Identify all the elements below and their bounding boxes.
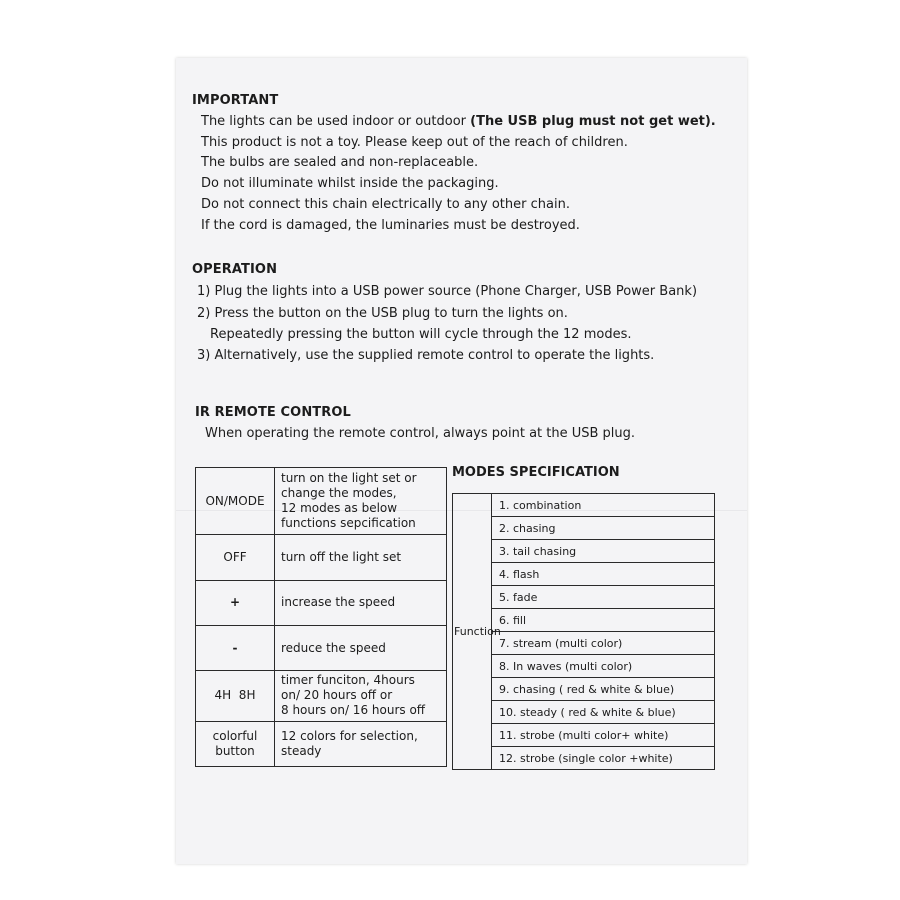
mode-item: 8. In waves (multi color) [492, 655, 715, 678]
modes-table [452, 493, 715, 770]
mode-item: 2. chasing [492, 517, 715, 540]
mode-item: 12. strobe (single color +white) [492, 747, 715, 770]
table-row [453, 586, 715, 609]
table-row [453, 517, 715, 540]
mode-item: 5. fade [492, 586, 715, 609]
important-line-5: Do not connect this chain electrically to any other chain. [201, 197, 570, 212]
remote-desc [275, 721, 447, 766]
mode-item: 4. flash [492, 563, 715, 586]
mode-item: 7. stream (multi color) [492, 632, 715, 655]
mode-item: 10. steady ( red & white & blue) [492, 701, 715, 724]
table-row [196, 580, 447, 625]
key-line: colorful [212, 728, 258, 743]
mode-item: 9. chasing ( red & white & blue) [492, 678, 715, 701]
ir-remote-intro: When operating the remote control, always point at the USB plug. [205, 426, 636, 441]
ir-remote-heading: IR REMOTE CONTROL [195, 405, 351, 420]
modes-title: MODES SPECIFICATION [452, 465, 620, 480]
operation-step-2-cont: Repeatedly pressing the button will cycle through the 12 modes. [210, 327, 632, 342]
important-line-6: If the cord is damaged, the luminaries must be destroyed. [201, 218, 580, 233]
important-line-1 [201, 114, 716, 129]
important-heading: IMPORTANT [192, 93, 279, 108]
important-line-2: This product is not a toy. Please keep out of the reach of children. [201, 135, 628, 150]
operation-step-3: 3) Alternatively, use the supplied remote control to operate the lights. [197, 348, 655, 363]
desc-line: functions sepcification [281, 516, 416, 531]
table-row [196, 468, 447, 535]
key-line: button [215, 743, 255, 758]
important-line-1-text: The lights can be used indoor or outdoor [201, 114, 471, 129]
table-row [196, 535, 447, 580]
operation-step-1: 1) Plug the lights into a USB power source (Phone Charger, USB Power Bank) [197, 284, 698, 299]
mode-item: 11. strobe (multi color+ white) [492, 724, 715, 747]
remote-control-table [195, 467, 447, 767]
important-line-3: The bulbs are sealed and non-replaceable. [201, 155, 479, 170]
desc-line: on/ 20 hours off or [281, 688, 393, 703]
operation-heading: OPERATION [192, 262, 278, 277]
table-row [453, 678, 715, 701]
remote-key-plus: + [196, 580, 275, 625]
remote-key-minus: - [196, 626, 275, 671]
table-row [453, 540, 715, 563]
remote-desc: increase the speed [275, 580, 447, 625]
desc-line: 8 hours on/ 16 hours off [281, 703, 426, 718]
remote-key-colorful [196, 721, 275, 766]
table-row [453, 494, 715, 517]
important-line-4: Do not illuminate whilst inside the packaging. [201, 176, 499, 191]
table-row [196, 626, 447, 671]
desc-line: turn on the light set or [281, 471, 417, 486]
remote-key-on-mode: ON/MODE [196, 468, 275, 535]
important-line-1-bold: (The USB plug must not get wet). [470, 114, 716, 129]
desc-line: 12 modes as below [281, 501, 398, 516]
table-row [196, 721, 447, 766]
remote-desc [275, 671, 447, 721]
instruction-sheet [176, 58, 747, 864]
table-row [453, 655, 715, 678]
table-row [196, 671, 447, 721]
operation-step-2: 2) Press the button on the USB plug to turn the lights on. [197, 306, 568, 321]
function-label: Function [453, 494, 492, 770]
table-row [453, 747, 715, 770]
remote-key-timer: 4H 8H [196, 671, 275, 721]
mode-item: 6. fill [492, 609, 715, 632]
remote-desc: reduce the speed [275, 626, 447, 671]
remote-key-off: OFF [196, 535, 275, 580]
mode-item: 1. combination [492, 494, 715, 517]
desc-line: change the modes, [281, 486, 397, 501]
desc-line: 12 colors for selection, [281, 728, 418, 743]
remote-desc: turn off the light set [275, 535, 447, 580]
desc-line: steady [281, 743, 322, 758]
desc-line: timer funciton, 4hours [281, 673, 415, 688]
table-row [453, 563, 715, 586]
table-row [453, 724, 715, 747]
mode-item: 3. tail chasing [492, 540, 715, 563]
remote-desc [275, 468, 447, 535]
table-row [453, 701, 715, 724]
